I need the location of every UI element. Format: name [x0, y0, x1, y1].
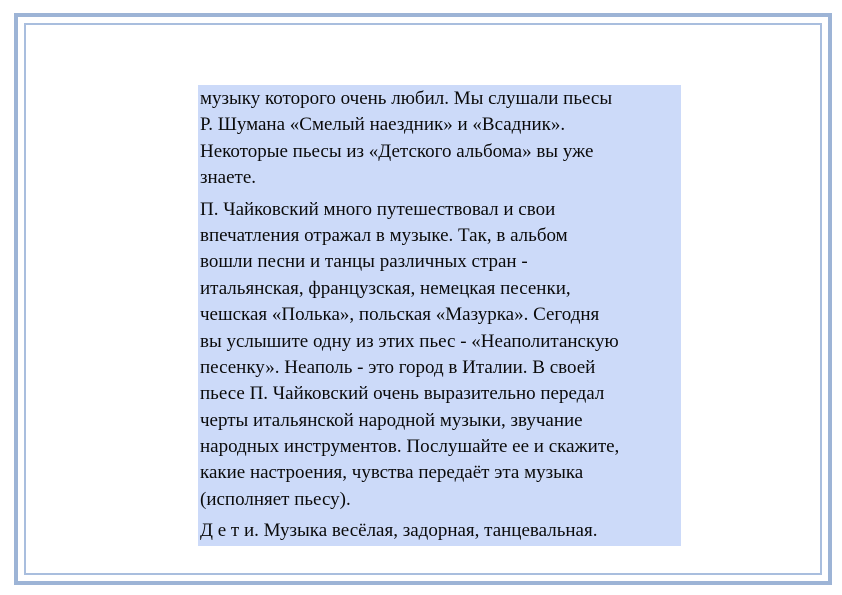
text-block: [198, 85, 681, 546]
paragraph-1: [200, 86, 681, 192]
paragraph-line: музыку которого очень любил. Мы слушали пьесы: [200, 88, 613, 109]
paragraph-line: П. Чайковский много путешествовал и свои: [200, 198, 556, 220]
paragraph-line: черты итальянской народной музыки, звучание: [200, 409, 583, 431]
paragraph-line: (исполняет пьесу).: [200, 488, 351, 510]
paragraph-line: знаете.: [200, 167, 257, 189]
paragraph-line: вошли песни и танцы различных стран -: [200, 251, 528, 273]
paragraph-line: пьесе П. Чайковский очень выразительно передал: [200, 383, 605, 405]
paragraph-line: Р. Шумана «Смелый наездник» и «Всадник».: [200, 114, 566, 136]
paragraph-line: Д е т и. Музыка весёлая, задорная, танцевальная.: [200, 520, 598, 542]
paragraph-line: чешская «Полька», польская «Мазурка». Сегодня: [200, 304, 600, 326]
paragraph-2: [200, 197, 681, 514]
paragraph-line: впечатления отражал в музыке. Так, в альбом: [200, 224, 568, 246]
paragraph-line: песенку». Неаполь - это город в Италии. В своей: [200, 356, 596, 378]
paragraph-line: вы услышите одну из этих пьес - «Неаполитанскую: [200, 330, 619, 352]
paragraph-line: Некоторые пьесы из «Детского альбома» вы уже: [200, 140, 594, 162]
paragraph-line: какие настроения, чувства передаёт эта музыка: [200, 462, 584, 484]
paragraph-line: итальянская, французская, немецкая песенки,: [200, 277, 571, 299]
paragraph-3: [200, 518, 681, 544]
paragraph-line: народных инструментов. Послушайте ее и скажите,: [200, 436, 620, 458]
